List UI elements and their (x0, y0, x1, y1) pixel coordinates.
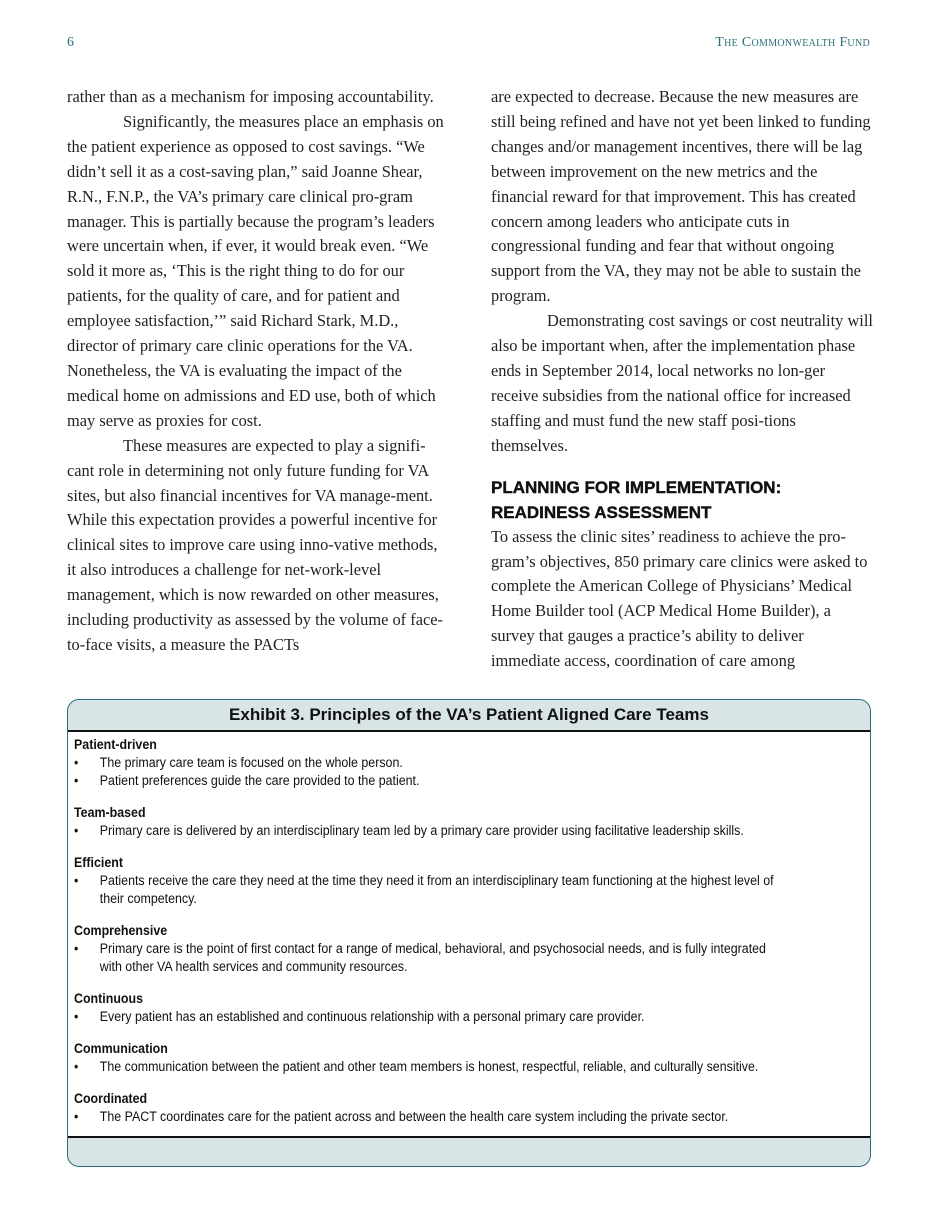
principle-bullet (74, 1008, 776, 1026)
section-heading (491, 475, 873, 525)
body-paragraph: Significantly, the measures place an emphasis on the patient experience as opposed to cost savings. “We didn’t sell it as a cost-saving plan,” said Joanne Shear, R.N., F.N.P., the VA’s primary care clinical pro-gram manager. This is partially because the program’s leaders were uncertain when, if ever, it would break even. “We sold it more as, ‘This is the right thing to do for our patients, for the quality of care, and for patient and employee satisfaction,’” said Richard Stark, M.D., director of primary care clinic operations for the VA. Nonetheless, the VA is evaluating the impact of the medical home on admissions and ED use, both of which may serve as proxies for cost. (67, 111, 444, 430)
body-paragraph: Demonstrating cost savings or cost neutrality will also be important when, after the implementation phase ends in September 2014, local networks no lon-ger receive subsidies from the national office for increased staffing and must fund the new staff posi-tions themselves. (491, 311, 873, 455)
exhibit-title: Exhibit 3. Principles of the VA’s Patient Aligned Care Teams (68, 700, 870, 732)
principle-title: Patient-driven (74, 737, 157, 752)
principle-block (74, 990, 870, 1026)
principle-title: Communication (74, 1041, 168, 1056)
principle-block (74, 1040, 870, 1076)
bullet-icon: • (74, 1109, 79, 1124)
bullet-icon: • (74, 941, 79, 956)
principle-bullet (74, 1108, 776, 1126)
principle-title: Comprehensive (74, 923, 168, 938)
right-column (491, 85, 873, 674)
principle-block (74, 922, 870, 976)
principle-block (74, 736, 870, 790)
bullet-icon: • (74, 823, 79, 838)
left-column (67, 85, 447, 658)
bullet-text: The PACT coordinates care for the patient across and between the health care system including the private sector. (99, 1109, 729, 1124)
principle-bullet (74, 872, 776, 908)
bullet-icon: • (74, 755, 79, 770)
principle-bullet (74, 754, 776, 772)
bullet-text: Patient preferences guide the care provided to the patient. (99, 773, 420, 788)
principle-block (74, 854, 870, 908)
body-paragraph: rather than as a mechanism for imposing accountability. (67, 87, 434, 106)
exhibit-body (68, 732, 870, 1138)
section-heading-line: PLANNING FOR IMPLEMENTATION: (491, 477, 782, 497)
principle-bullet (74, 1058, 776, 1076)
bullet-text: Every patient has an established and continuous relationship with a personal primary care provider. (99, 1009, 645, 1024)
bullet-icon: • (74, 1009, 79, 1024)
bullet-text: The primary care team is focused on the whole person. (99, 755, 403, 770)
bullet-text: Primary care is the point of first contact for a range of medical, behavioral, and psychosocial needs, and is fully integrated with other VA health services and community resources. (99, 941, 766, 974)
principle-bullet (74, 772, 776, 790)
bullet-icon: • (74, 873, 79, 888)
principle-bullet (74, 940, 776, 976)
principle-block (74, 1090, 870, 1126)
bullet-text: Patients receive the care they need at the time they need it from an interdisciplinary team functioning at the highest level of their competency. (99, 873, 774, 906)
principle-title: Continuous (74, 991, 143, 1006)
principle-title: Coordinated (74, 1091, 148, 1106)
body-paragraph: are expected to decrease. Because the new measures are still being refined and have not yet been linked to funding changes and/or management incentives, there will be lag between improvement on the new metrics and the financial reward for that improvement. This has created concern among leaders who anticipate cuts in congressional funding and fear that without ongoing support from the VA, they may not be able to sustain the program. (491, 87, 871, 306)
bullet-text: The communication between the patient and other team members is honest, respectful, reliable, and culturally sensitive. (99, 1059, 759, 1074)
principle-bullet (74, 822, 776, 840)
section-heading-line: READINESS ASSESSMENT (491, 502, 712, 522)
page-number: 6 (67, 35, 74, 50)
body-paragraph: To assess the clinic sites’ readiness to achieve the pro-gram’s objectives, 850 primary care clinics were asked to complete the American College of Physicians’ Medical Home Builder tool (ACP Medical Home Builder), a survey that gauges a practice’s ability to deliver immediate access, coordination of care among (491, 526, 868, 671)
running-head: The Commonwealth Fund (715, 35, 870, 50)
principle-title: Efficient (74, 855, 124, 870)
bullet-icon: • (74, 773, 79, 788)
body-paragraph: These measures are expected to play a signifi-cant role in determining not only future funding for VA sites, but also financial incentives for VA manage-ment. While this expectation provides a powerful incentive for clinical sites to improve care using inno-vative methods, it also introduces a challenge for net-work-level management, which is now rewarded on other measures, including productivity as assessed by the volume of face-to-face visits, a measure the PACTs (67, 435, 443, 654)
bullet-icon: • (74, 1059, 79, 1074)
principle-title: Team-based (74, 805, 146, 820)
exhibit-box (67, 699, 871, 1167)
principle-block (74, 804, 870, 840)
bullet-text: Primary care is delivered by an interdisciplinary team led by a primary care provider using facilitative leadership skills. (99, 823, 744, 838)
